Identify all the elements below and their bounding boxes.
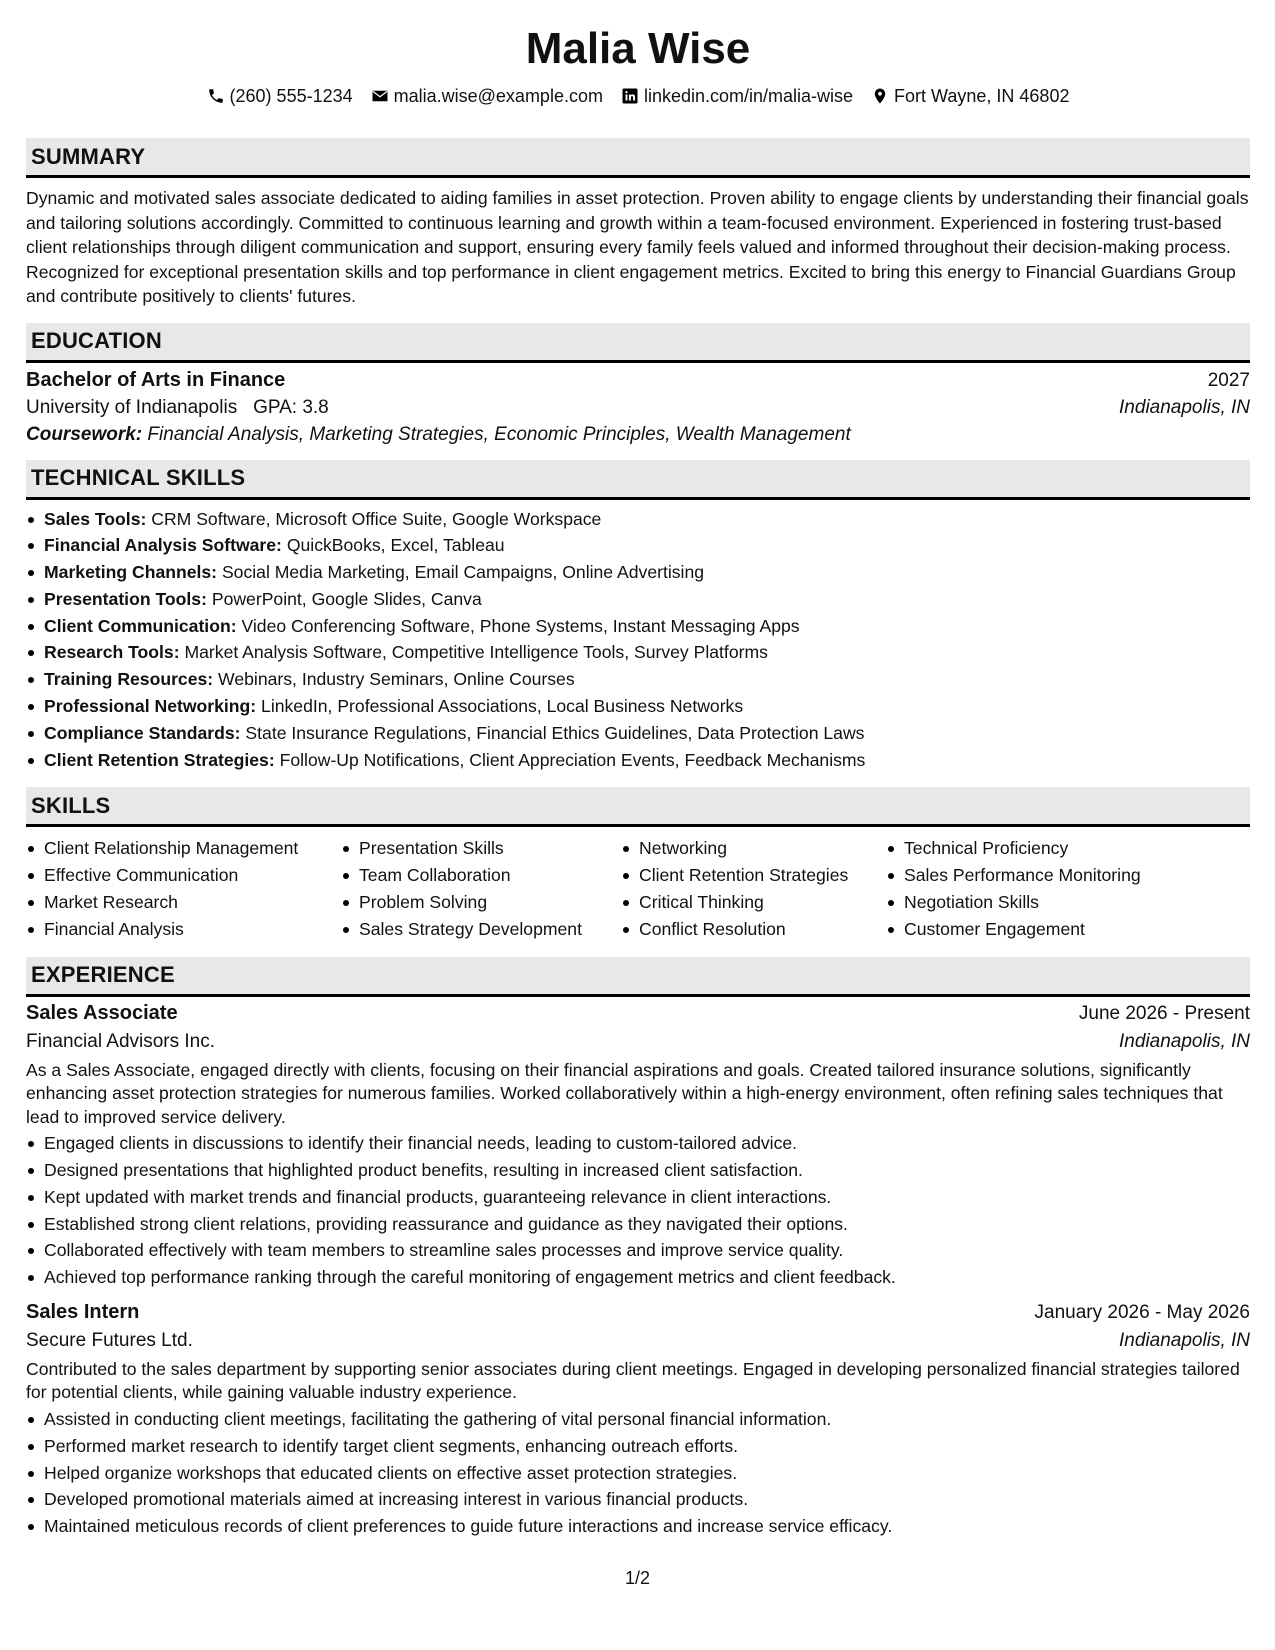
education-section — [26, 323, 1250, 446]
list-item: Conflict Resolution — [639, 916, 886, 943]
coursework-line — [26, 424, 1250, 446]
list-item — [44, 639, 1250, 666]
list-item: Assisted in conducting client meetings, facilitating the gathering of vital personal financial information. — [44, 1406, 1250, 1433]
job-title-row — [26, 1301, 1250, 1324]
list-item — [44, 693, 1250, 720]
list-item — [44, 506, 1250, 533]
list-item: Customer Engagement — [904, 916, 1216, 943]
list-item: Performed market research to identify target client segments, enhancing outreach efforts. — [44, 1433, 1250, 1460]
coursework-label: Coursework: — [26, 423, 143, 445]
skill-values: CRM Software, Microsoft Office Suite, Google Workspace — [151, 508, 602, 529]
skill-category: Compliance Standards: — [44, 722, 241, 743]
resume-content — [26, 18, 1250, 1540]
job-company-row — [26, 1031, 1250, 1053]
list-item: Designed presentations that highlighted product benefits, resulting in increased client satisfaction. — [44, 1157, 1250, 1184]
skill-category: Marketing Channels: — [44, 562, 218, 583]
job-dates: January 2026 - May 2026 — [1034, 1301, 1250, 1323]
email-text[interactable]: malia.wise@example.com — [393, 85, 603, 106]
list-item: Helped organize workshops that educated clients on effective asset protection strategies. — [44, 1460, 1250, 1487]
list-item — [44, 613, 1250, 640]
skills-section — [26, 787, 1250, 942]
linkedin-icon — [621, 87, 639, 105]
page-number: 1/2 — [624, 1568, 651, 1588]
skill-category: Professional Networking: — [44, 696, 257, 717]
job-entry — [26, 1301, 1250, 1540]
skill-category: Research Tools: — [44, 642, 180, 663]
skill-values: PowerPoint, Google Slides, Canva — [211, 588, 482, 609]
list-item: Effective Communication — [44, 862, 341, 889]
skill-category: Financial Analysis Software: — [44, 535, 282, 556]
company-name: Financial Advisors Inc. — [26, 1030, 216, 1052]
section-heading: EXPERIENCE — [26, 957, 1250, 997]
list-item: Market Research — [44, 889, 341, 916]
skill-values: Follow-Up Notifications, Client Appreciation Events, Feedback Mechanisms — [279, 749, 866, 770]
list-item — [44, 559, 1250, 586]
skill-category: Presentation Tools: — [44, 588, 207, 609]
list-item — [44, 747, 1250, 774]
location-text: Fort Wayne, IN 46802 — [894, 85, 1070, 106]
section-heading: SKILLS — [26, 787, 1250, 827]
skills-column — [886, 835, 1216, 942]
skill-values: Webinars, Industry Seminars, Online Courses — [218, 669, 575, 690]
skills-column — [26, 835, 341, 942]
skill-values: Market Analysis Software, Competitive Intelligence Tools, Survey Platforms — [184, 642, 768, 663]
job-dates: June 2026 - Present — [1078, 1002, 1250, 1024]
skill-values: State Insurance Regulations, Financial Ethics Guidelines, Data Protection Laws — [245, 722, 865, 743]
graduation-year: 2027 — [1207, 369, 1250, 391]
list-item: Problem Solving — [359, 889, 621, 916]
list-item: Kept updated with market trends and financial products, guaranteeing relevance in client interactions. — [44, 1184, 1250, 1211]
list-item: Technical Proficiency — [904, 835, 1216, 862]
skill-category: Sales Tools: — [44, 508, 147, 529]
gpa: GPA: 3.8 — [253, 396, 329, 418]
list-item: Team Collaboration — [359, 862, 621, 889]
coursework-list: Financial Analysis, Marketing Strategies, Economic Principles, Wealth Management — [147, 423, 851, 445]
job-description: Contributed to the sales department by supporting senior associates during client meetings. Engaged in developing personalized financial strategies tailored for potential clients, while gaining valuable industry experience. — [26, 1358, 1240, 1403]
job-title: Sales Intern — [26, 1300, 140, 1323]
degree-title: Bachelor of Arts in Finance — [26, 368, 286, 391]
job-description: As a Sales Associate, engaged directly with clients, focusing on their financial aspirations and goals. Created tailored insurance solutions, significantly enhancing asset protection strategies for numerous families. Worked collaboratively within a high-energy environment, often refining sales techniques that lead to improved service delivery. — [26, 1059, 1223, 1127]
contact-linkedin[interactable] — [621, 86, 853, 107]
list-item: Client Relationship Management — [44, 835, 341, 862]
contact-phone — [207, 86, 353, 107]
job-title-row — [26, 1002, 1250, 1025]
list-item — [44, 666, 1250, 693]
skill-values: LinkedIn, Professional Associations, Local Business Networks — [261, 696, 744, 717]
skill-category: Client Retention Strategies: — [44, 749, 275, 770]
technical-skills-section — [26, 460, 1250, 774]
linkedin-text[interactable]: linkedin.com/in/malia-wise — [643, 85, 854, 106]
skills-column — [621, 835, 886, 942]
list-item: Critical Thinking — [639, 889, 886, 916]
skill-category: Training Resources: — [44, 669, 214, 690]
summary-text: Dynamic and motivated sales associate dedicated to aiding families in asset protection. Proven ability to engage clients by understanding their financial goals and tailoring solutions accordingly. Committed to continuous learning and growth within a team-focused environment. Experienced in fostering trust-based client relationships through diligent communication and support, ensuring every family feels valued and informed throughout their decision-making process. Recognized for exceptional presentation skills and top performance in client engagement metrics. Excited to bring this energy to Financial Guardians Group and contribute positively to clients' futures. — [26, 188, 1249, 306]
job-location: Indianapolis, IN — [1119, 1030, 1250, 1052]
list-item: Maintained meticulous records of client preferences to guide future interactions and increase service efficacy. — [44, 1513, 1250, 1540]
list-item — [44, 720, 1250, 747]
skill-values: Video Conferencing Software, Phone Systems, Instant Messaging Apps — [241, 615, 800, 636]
list-item: Financial Analysis — [44, 916, 341, 943]
list-item: Established strong client relations, providing reassurance and guidance as they navigated their options. — [44, 1211, 1250, 1238]
job-entry — [26, 1002, 1250, 1291]
section-heading: EDUCATION — [26, 323, 1250, 363]
contact-location — [871, 86, 1069, 107]
list-item: Collaborated effectively with team members to streamline sales processes and improve service quality. — [44, 1237, 1250, 1264]
job-bullets — [26, 1130, 1250, 1291]
list-item — [44, 586, 1250, 613]
list-item: Networking — [639, 835, 886, 862]
contact-email[interactable] — [371, 86, 603, 107]
school-row — [26, 397, 1250, 419]
section-heading: SUMMARY — [26, 138, 1250, 178]
list-item: Sales Performance Monitoring — [904, 862, 1216, 889]
list-item: Engaged clients in discussions to identify their financial needs, leading to custom-tailored advice. — [44, 1130, 1250, 1157]
summary-section — [26, 138, 1250, 309]
skill-values: QuickBooks, Excel, Tableau — [286, 535, 505, 556]
phone-icon — [207, 87, 225, 105]
list-item: Achieved top performance ranking through the careful monitoring of engagement metrics and client feedback. — [44, 1264, 1250, 1291]
degree-row — [26, 369, 1250, 392]
section-heading: TECHNICAL SKILLS — [26, 460, 1250, 500]
skill-values: Social Media Marketing, Email Campaigns, Online Advertising — [221, 562, 705, 583]
skills-column — [341, 835, 621, 942]
list-item: Developed promotional materials aimed at increasing interest in various financial products. — [44, 1486, 1250, 1513]
list-item: Client Retention Strategies — [639, 862, 886, 889]
technical-skills-list — [26, 506, 1250, 774]
skill-category: Client Communication: — [44, 615, 237, 636]
envelope-icon — [371, 87, 389, 105]
school-info — [26, 397, 329, 419]
company-name: Secure Futures Ltd. — [26, 1329, 193, 1351]
contact-bar — [26, 84, 1250, 108]
list-item: Sales Strategy Development — [359, 916, 621, 943]
phone-text: (260) 555-1234 — [229, 85, 353, 106]
job-company-row — [26, 1330, 1250, 1352]
school-location: Indianapolis, IN — [1119, 396, 1250, 418]
skills-grid — [26, 835, 1250, 942]
experience-section — [26, 957, 1250, 1540]
list-item — [44, 532, 1250, 559]
school-name: University of Indianapolis — [26, 396, 238, 418]
job-bullets — [26, 1406, 1250, 1540]
job-location: Indianapolis, IN — [1119, 1329, 1250, 1351]
list-item: Negotiation Skills — [904, 889, 1216, 916]
job-title: Sales Associate — [26, 1001, 178, 1024]
candidate-name: Malia Wise — [525, 24, 751, 73]
map-pin-icon — [871, 87, 889, 105]
list-item: Presentation Skills — [359, 835, 621, 862]
